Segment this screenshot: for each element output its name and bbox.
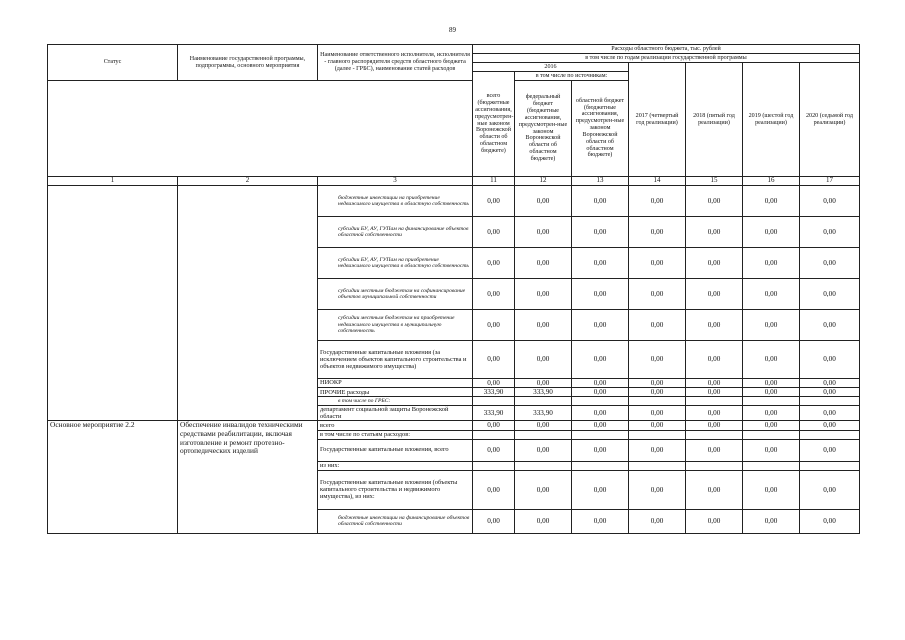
value-cell (686, 430, 743, 439)
value-cell: 0,00 (473, 470, 515, 509)
value-cell: 0,00 (743, 379, 800, 388)
value-cell (572, 397, 629, 406)
table-body-bottom (48, 421, 860, 533)
value-cell: 0,00 (743, 279, 800, 310)
value-cell: 0,00 (629, 379, 686, 388)
row-label: из них: (318, 461, 473, 470)
value-cell: 0,00 (686, 406, 743, 421)
value-cell: 0,00 (515, 310, 572, 341)
header-by-years: в том числе по годам реализации государственной программы (473, 54, 860, 63)
column-number: 16 (743, 177, 800, 186)
column-number: 12 (515, 177, 572, 186)
value-cell: 0,00 (686, 388, 743, 397)
row-label: Государственные капитальные вложения (объекты капитального строительства и недвижимого имущества), из них: (318, 470, 473, 509)
value-cell: 0,00 (572, 509, 629, 533)
value-cell (515, 430, 572, 439)
row-label: в том числе по ГРБС: (318, 397, 473, 406)
value-cell: 0,00 (743, 421, 800, 430)
value-cell: 0,00 (629, 388, 686, 397)
value-cell: 0,00 (572, 470, 629, 509)
header-by-sources: в том числе по источникам: (515, 72, 629, 81)
column-number: 2 (178, 177, 318, 186)
value-cell: 0,00 (515, 217, 572, 248)
row-label: в том числе по статьям расходов: (318, 430, 473, 439)
value-cell: 0,00 (686, 341, 743, 379)
value-cell: 333,90 (473, 388, 515, 397)
row-label: всего (318, 421, 473, 430)
value-cell: 0,00 (515, 186, 572, 217)
row-label: субсидии БУ, АУ, ГУПам на приобретение недвижимого имущества в областную собственность (318, 248, 473, 279)
value-cell (800, 461, 860, 470)
row-label: НИОКР (318, 379, 473, 388)
value-cell: 0,00 (743, 186, 800, 217)
value-cell: 0,00 (473, 279, 515, 310)
value-cell: 0,00 (686, 509, 743, 533)
event-name: Обеспечение инвалидов техническими средствами реабилитации, включая изготовление и ремонт протезно-ортопедических изделий (178, 421, 318, 533)
header-expenses: Расходы областного бюджета, тыс. рублей (473, 45, 860, 54)
row-label: департамент социальной защиты Воронежской области (318, 406, 473, 421)
value-cell (800, 397, 860, 406)
value-cell (629, 461, 686, 470)
header-year-2016: 2016 (473, 63, 629, 72)
value-cell: 0,00 (743, 439, 800, 461)
row-label: бюджетные инвестиции на приобретение недвижимого имущества в областную собственность (318, 186, 473, 217)
value-cell: 0,00 (800, 388, 860, 397)
header-federal: федеральный бюджет (бюджетные ассигнования, предусмотрен-ные законом Воронежской области об областном бюджете) (515, 81, 572, 177)
page-number: 89 (449, 26, 456, 34)
value-cell (473, 430, 515, 439)
value-cell: 0,00 (629, 421, 686, 430)
value-cell: 0,00 (800, 470, 860, 509)
value-cell (686, 461, 743, 470)
value-cell (629, 397, 686, 406)
value-cell: 0,00 (686, 470, 743, 509)
status-cell-empty (48, 186, 178, 421)
value-cell: 0,00 (473, 310, 515, 341)
value-cell: 0,00 (473, 439, 515, 461)
header-2020: 2020 (седьмой год реализации) (800, 63, 860, 177)
value-cell: 0,00 (800, 406, 860, 421)
value-cell (629, 430, 686, 439)
value-cell: 0,00 (515, 341, 572, 379)
value-cell (473, 397, 515, 406)
value-cell (743, 430, 800, 439)
value-cell: 0,00 (686, 279, 743, 310)
row-label: субсидии местным бюджетам на приобретение недвижимого имущества в муниципальную собственность (318, 310, 473, 341)
value-cell: 0,00 (572, 186, 629, 217)
column-number: 15 (686, 177, 743, 186)
value-cell: 0,00 (572, 388, 629, 397)
value-cell: 0,00 (800, 279, 860, 310)
row-label: субсидии БУ, АУ, ГУПам на финансирование объектов областной собственности (318, 217, 473, 248)
value-cell: 0,00 (515, 248, 572, 279)
value-cell: 0,00 (629, 341, 686, 379)
value-cell: 0,00 (686, 421, 743, 430)
value-cell: 0,00 (743, 310, 800, 341)
value-cell (515, 461, 572, 470)
value-cell: 0,00 (473, 186, 515, 217)
value-cell: 0,00 (743, 509, 800, 533)
value-cell: 0,00 (800, 439, 860, 461)
value-cell (686, 397, 743, 406)
value-cell (515, 397, 572, 406)
header-2019: 2019 (шестой год реализации) (743, 63, 800, 177)
value-cell: 0,00 (743, 470, 800, 509)
value-cell: 0,00 (743, 388, 800, 397)
value-cell: 0,00 (572, 406, 629, 421)
value-cell (572, 461, 629, 470)
value-cell: 0,00 (629, 217, 686, 248)
value-cell: 0,00 (743, 217, 800, 248)
row-label: Государственные капитальные вложения, всего (318, 439, 473, 461)
table-row (48, 421, 860, 430)
value-cell: 0,00 (515, 379, 572, 388)
value-cell (800, 430, 860, 439)
column-numbers-row (48, 177, 860, 186)
value-cell: 0,00 (800, 379, 860, 388)
value-cell: 0,00 (473, 421, 515, 430)
value-cell: 0,00 (800, 310, 860, 341)
value-cell: 0,00 (572, 341, 629, 379)
value-cell: 0,00 (515, 470, 572, 509)
value-cell: 0,00 (572, 217, 629, 248)
row-label: Государственные капитальные вложения (за исключением объектов капитального строительства и объектов недвижимого имущества) (318, 341, 473, 379)
column-number: 17 (800, 177, 860, 186)
row-label: бюджетные инвестиции на финансирование объектов областной собственности (318, 509, 473, 533)
value-cell: 0,00 (572, 310, 629, 341)
value-cell: 0,00 (473, 217, 515, 248)
table-body-top (48, 186, 860, 421)
column-number: 14 (629, 177, 686, 186)
value-cell: 0,00 (515, 439, 572, 461)
value-cell: 0,00 (686, 439, 743, 461)
value-cell: 0,00 (572, 439, 629, 461)
value-cell: 0,00 (800, 341, 860, 379)
header-2017: 2017 (четвертый год реализации) (629, 63, 686, 177)
row-label: субсидии местным бюджетам на софинансирование объектов муниципальной собственности (318, 279, 473, 310)
value-cell: 0,00 (629, 406, 686, 421)
value-cell: 333,90 (515, 388, 572, 397)
value-cell: 0,00 (743, 341, 800, 379)
column-number: 13 (572, 177, 629, 186)
row-label: ПРОЧИЕ расходы (318, 388, 473, 397)
program-cell-empty (178, 186, 318, 421)
value-cell: 0,00 (572, 379, 629, 388)
value-cell: 0,00 (800, 509, 860, 533)
value-cell: 0,00 (629, 279, 686, 310)
value-cell: 0,00 (629, 186, 686, 217)
value-cell: 0,00 (629, 470, 686, 509)
value-cell: 0,00 (686, 379, 743, 388)
value-cell: 333,90 (515, 406, 572, 421)
value-cell: 0,00 (572, 279, 629, 310)
value-cell: 333,90 (473, 406, 515, 421)
value-cell: 0,00 (800, 186, 860, 217)
header-regional: областной бюджет (бюджетные ассигнования, предусмотрен-ные законом Воронежской области об областном бюджете) (572, 81, 629, 177)
column-number: 11 (473, 177, 515, 186)
header-total: всего (бюджетные ассигнования, предусмотрен-ные законом Воронежской области об областном бюджете) (473, 72, 515, 177)
value-cell (572, 430, 629, 439)
value-cell: 0,00 (473, 379, 515, 388)
budget-table (47, 44, 860, 534)
event-status: Основное мероприятие 2.2 (48, 421, 178, 533)
value-cell (473, 461, 515, 470)
value-cell: 0,00 (629, 439, 686, 461)
table-header (48, 45, 860, 186)
value-cell: 0,00 (629, 310, 686, 341)
value-cell: 0,00 (629, 509, 686, 533)
header-2018: 2018 (пятый год реализации) (686, 63, 743, 177)
value-cell: 0,00 (800, 421, 860, 430)
value-cell: 0,00 (686, 186, 743, 217)
value-cell: 0,00 (686, 217, 743, 248)
value-cell (743, 397, 800, 406)
column-number: 1 (48, 177, 178, 186)
value-cell: 0,00 (743, 406, 800, 421)
value-cell: 0,00 (473, 341, 515, 379)
value-cell: 0,00 (743, 248, 800, 279)
value-cell: 0,00 (800, 248, 860, 279)
value-cell: 0,00 (473, 248, 515, 279)
header-spacer (48, 81, 473, 177)
value-cell: 0,00 (572, 421, 629, 430)
value-cell: 0,00 (515, 421, 572, 430)
header-program-name: Наименование государственной программы, подпрограммы, основного мероприятия (178, 45, 318, 81)
table-row (48, 186, 860, 217)
value-cell: 0,00 (473, 509, 515, 533)
value-cell: 0,00 (686, 248, 743, 279)
value-cell: 0,00 (629, 248, 686, 279)
value-cell: 0,00 (800, 217, 860, 248)
value-cell: 0,00 (515, 279, 572, 310)
value-cell: 0,00 (515, 509, 572, 533)
header-executor: Наименование ответственного исполнителя, исполнителя - главного распорядителя средств областного бюджета (далее - ГРБС), наименование статей расходов (318, 45, 473, 81)
value-cell: 0,00 (686, 310, 743, 341)
header-status: Статус (48, 45, 178, 81)
value-cell (743, 461, 800, 470)
column-number: 3 (318, 177, 473, 186)
value-cell: 0,00 (572, 248, 629, 279)
